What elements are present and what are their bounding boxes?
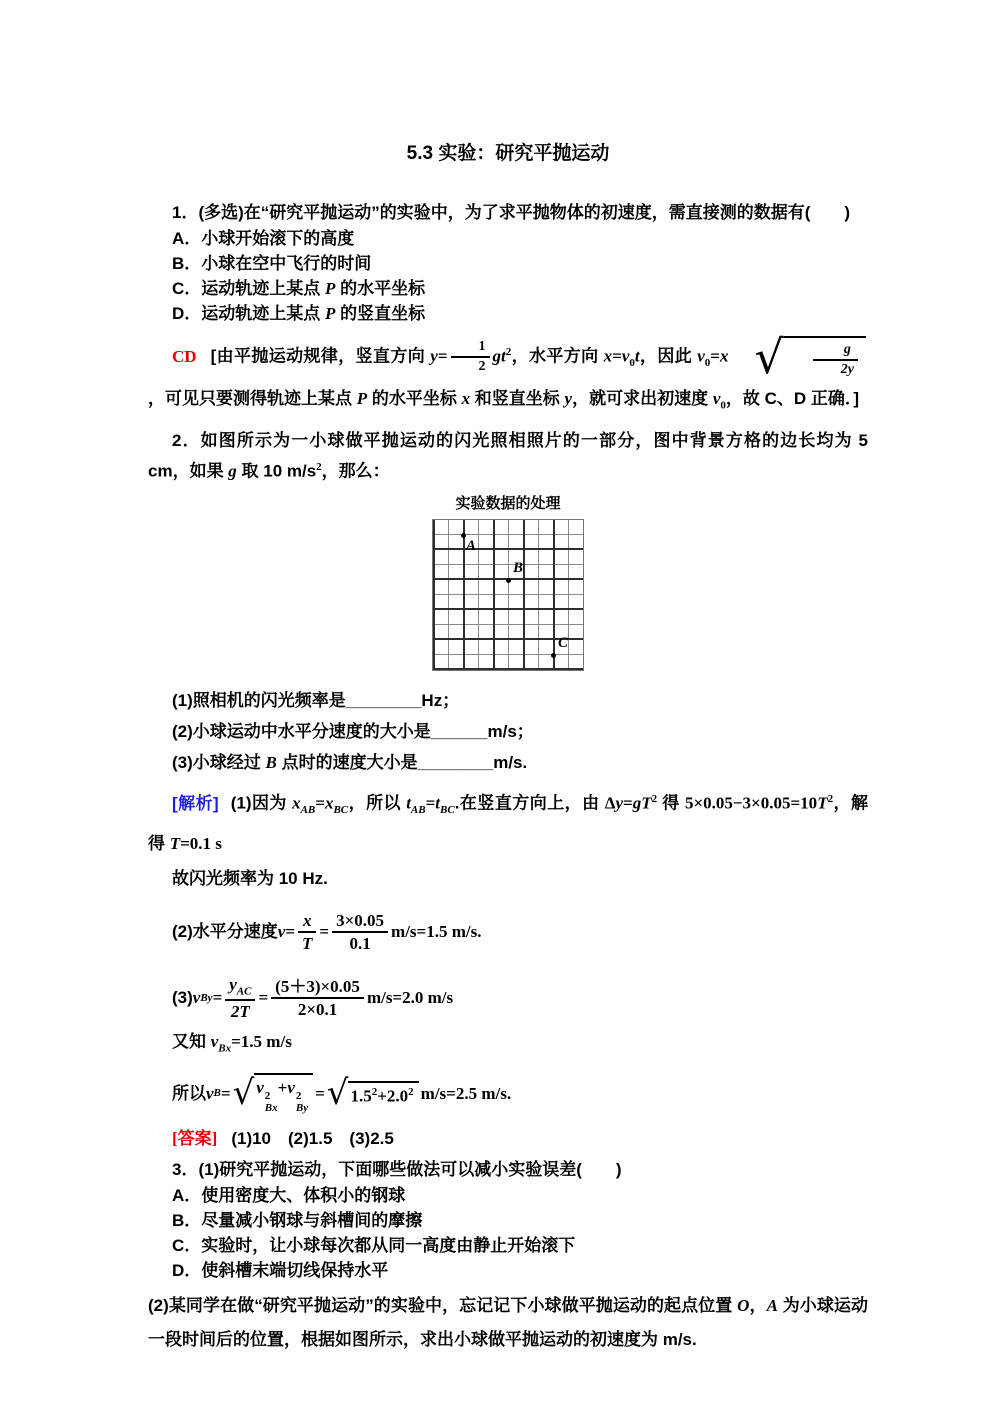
sol-text: 又知 [172, 1032, 211, 1052]
fraction [225, 975, 255, 1022]
blank-text: (2)小球运动中水平分速度的大小是______ [172, 722, 488, 742]
frac-num: 1 [451, 339, 490, 358]
math-var: v [210, 1032, 219, 1052]
question-3-part-2 [148, 1289, 868, 1357]
q1-answer-paragraph [148, 329, 868, 423]
math-expr: 5×0.05−3×0.05=10 [684, 793, 818, 813]
math-sub: 0 [704, 357, 711, 370]
figure-title: 实验数据的处理 [455, 495, 561, 513]
cd-text: [由平抛运动规律，竖直方向 [210, 346, 431, 366]
frac-den: 2 [478, 359, 486, 375]
frac-den: 2T [230, 1001, 250, 1021]
sol-text: ，所以 [348, 793, 407, 813]
math-sup: 2 [295, 1089, 302, 1102]
math-sub: Bx [218, 1042, 232, 1055]
math-var: O [737, 1295, 750, 1315]
math-sub: Bx [264, 1101, 278, 1114]
blank-text: 点时的速度大小是________m/s. [276, 753, 528, 773]
blank-line-3 [148, 749, 868, 776]
cd-text: ，可见只要测得轨迹上某点 [148, 389, 357, 409]
math-var: gT [632, 793, 652, 813]
page-title: 5.3 实验：研究平抛运动 [406, 143, 610, 164]
math-sub: BC [440, 804, 455, 817]
point-label-C: C [558, 635, 569, 652]
option-text: C．运动轨迹上某点 [172, 279, 325, 298]
math-var: v [206, 1083, 214, 1103]
math-sub: AB [410, 804, 426, 817]
sup-sub-stack [296, 1091, 308, 1114]
radical-icon: √ [232, 1073, 255, 1114]
math-expr: =0.1 s [180, 834, 222, 854]
blank-text: Hz； [421, 691, 460, 711]
radicand [784, 336, 866, 378]
math-var: T [169, 834, 181, 854]
math-op: = [425, 793, 436, 813]
math-op: = [623, 793, 633, 813]
math-var: x [324, 793, 334, 813]
point-dot-C [551, 653, 556, 658]
math-num: 2.0 [386, 1086, 409, 1106]
math-sub: By [295, 1101, 309, 1114]
math-sub: 0 [720, 399, 726, 412]
math-var: B [265, 753, 277, 773]
option-var: P [325, 279, 336, 298]
q2-text: ，那么： [321, 462, 390, 482]
sol-text: 所以 [172, 1083, 206, 1103]
sol-text: ，解得 [148, 793, 869, 854]
question-3-intro: 3．(1)研究平抛运动，下面哪些做法可以减小实验误差( ) [172, 1159, 622, 1179]
point-label-B: B [513, 560, 524, 577]
frac-den: T [302, 934, 313, 954]
frac-den: 2y [840, 361, 854, 377]
q3-text: 为小球运动一段时间后的位置，根据如图所示，求出小球做平抛运动的初速度为 m/s. [148, 1295, 869, 1349]
q1-option-d [148, 301, 868, 326]
math-var: v [287, 1077, 295, 1097]
math-var: x [603, 346, 613, 366]
math-expr: m/s=2.0 m/s [366, 988, 454, 1008]
math-var: x [292, 793, 301, 813]
q1-option-c [148, 276, 868, 301]
blank-line-2 [148, 718, 868, 745]
solution-badge: [解析] [172, 793, 219, 813]
sol-text: .在竖直方向上，由 [454, 793, 605, 813]
q3-option-a: A．使用密度大、体积小的钢球 [172, 1185, 406, 1205]
q2-text: 取 10 m/s [236, 462, 317, 482]
frac-num: 3×0.05 [332, 911, 388, 934]
question-1-intro: 1．(多选)在“研究平抛运动”的实验中，为了求平抛物体的初速度，需直接测的数据有( ) [172, 203, 851, 222]
math-var: v [277, 922, 286, 942]
math-var: y [229, 974, 237, 994]
math-var: P [356, 389, 368, 409]
math-var: v [712, 389, 721, 409]
answer-badge: [答案] [172, 1128, 218, 1148]
math-num: 1.5 [350, 1086, 372, 1106]
math-sub: AB [300, 804, 316, 817]
math-var: v [697, 346, 705, 366]
option-text: 的竖直坐标 [335, 304, 426, 323]
radical-icon: √ [754, 329, 784, 384]
math-op: = [315, 1083, 325, 1103]
square-root [730, 329, 866, 384]
math-sup: 2 [264, 1089, 271, 1102]
experiment-figure [148, 495, 868, 671]
math-var: t [634, 346, 640, 366]
option-text: A．小球开始滚下的高度 [172, 229, 355, 248]
math-var: g [228, 462, 237, 482]
option-text: D．运动轨迹上某点 [172, 304, 325, 323]
sol-text: (3) [172, 988, 193, 1008]
cd-text: ，故 C、D 正确．] [725, 389, 860, 409]
frac-num: x [298, 911, 316, 934]
answer-line [148, 1125, 868, 1152]
math-sup: 2 [651, 793, 658, 806]
cd-text: 的水平坐标 [367, 389, 462, 409]
q3-text: (2)某同学在做“研究平抛运动”的实验中，忘记记下小球做平抛运动的起点位置 [148, 1295, 738, 1315]
point-label-A: A [466, 538, 477, 555]
math-op: = [437, 346, 448, 366]
math-var: v [621, 346, 630, 366]
math-var: y [430, 346, 438, 366]
math-var: x [719, 346, 729, 366]
square-root [326, 1073, 419, 1114]
cd-text: ，就可求出初速度 [572, 389, 713, 409]
math-op: = [258, 988, 269, 1008]
frac-num: g [813, 342, 858, 361]
math-sub: By [200, 991, 213, 1004]
math-op: = [315, 793, 325, 813]
math-sup: 2 [408, 1085, 414, 1098]
math-expr: m/s=2.5 m/s. [420, 1083, 512, 1103]
frac-num: (5＋3)×0.05 [271, 977, 364, 1000]
option-text: 的水平坐标 [335, 279, 426, 298]
fraction [332, 911, 388, 954]
math-op: = [319, 922, 330, 942]
square-root [233, 1073, 314, 1114]
grid [432, 519, 584, 671]
math-op: Δ [604, 793, 616, 813]
radical-icon: √ [326, 1073, 349, 1114]
solution-eq-2 [148, 906, 868, 958]
frac-den: 0.1 [349, 934, 371, 954]
question-2-intro [148, 427, 868, 485]
q3-option-c: C．实验时，让小球每次都从同一高度由静止开始滚下 [172, 1235, 576, 1255]
math-sub: 0 [629, 357, 635, 370]
math-op: = [285, 922, 296, 942]
answer-values: (1)10 (2)1.5 (3)2.5 [231, 1128, 394, 1148]
radicand [348, 1081, 418, 1106]
q3-option-b: B．尽量减小钢球与斜槽间的摩擦 [172, 1210, 423, 1230]
radicand [254, 1073, 313, 1114]
q3-text: ， [749, 1295, 767, 1315]
solution-eq-vb [148, 1071, 868, 1117]
math-op: + [377, 1086, 387, 1106]
math-var: y [615, 793, 624, 813]
option-var: P [325, 304, 336, 323]
solution-eq-3 [148, 972, 868, 1024]
q1-option-b [148, 251, 868, 276]
q1-option-a [148, 226, 868, 251]
q2-text: 2．如图所示为一小球做平抛运动的闪光照相照片的一部分，图中背景方格的边长均为 5 cm，如果 [148, 431, 868, 482]
math-op: = [612, 346, 622, 366]
math-var: gt [492, 346, 506, 366]
math-expr: =1.5 m/s [231, 1032, 292, 1052]
sol-text: (2)水平分速度 [172, 922, 278, 942]
cd-text: 和竖直坐标 [470, 389, 565, 409]
sol-text: (1)因为 [230, 793, 293, 813]
math-sub: BC [333, 804, 349, 817]
math-sup: 2 [505, 346, 512, 358]
blank-text: (1)照相机的闪光频率是________ [172, 691, 422, 711]
cd-text: ，因此 [639, 346, 698, 366]
math-sub: AC [236, 985, 252, 998]
math-op: = [212, 988, 223, 1008]
math-var: t [435, 793, 441, 813]
math-sup: 2 [316, 461, 322, 474]
blank-line-1 [148, 687, 868, 714]
frac-num [225, 975, 255, 1001]
frac-den: 2×0.1 [297, 1000, 338, 1020]
answer-badge-cd: CD [172, 346, 197, 366]
cd-text: ，水平方向 [511, 346, 604, 366]
math-var: T [817, 793, 828, 813]
point-dot-B [506, 578, 511, 583]
math-var: A [766, 1295, 778, 1315]
fraction [451, 339, 490, 375]
math-sub: B [213, 1087, 221, 1100]
math-sup: 2 [827, 793, 834, 806]
math-var: y [564, 389, 573, 409]
option-text: B．小球在空中飞行的时间 [172, 254, 372, 273]
math-sup: 2 [371, 1085, 378, 1098]
math-var: t [406, 793, 411, 813]
math-op: + [277, 1077, 288, 1097]
fraction [813, 342, 858, 378]
fraction [271, 977, 364, 1020]
solution-line-vbx [148, 1028, 868, 1062]
math-expr: m/s=1.5 m/s. [391, 922, 482, 942]
blank-text: m/s； [487, 722, 534, 742]
math-op: = [220, 1083, 231, 1103]
math-var: v [256, 1077, 264, 1097]
math-var: x [461, 389, 471, 409]
math-op: = [710, 346, 720, 366]
fraction [298, 911, 316, 954]
math-var: v [192, 988, 201, 1008]
sol-text: 得 [657, 793, 685, 813]
solution-paragraph-1 [148, 782, 868, 861]
point-dot-A [461, 533, 466, 538]
blank-text: (3)小球经过 [172, 753, 266, 773]
q3-option-d: D．使斜槽末端切线保持水平 [172, 1260, 389, 1280]
sup-sub-stack [265, 1091, 278, 1114]
solution-line-freq: 故闪光频率为 10 Hz. [172, 869, 328, 889]
